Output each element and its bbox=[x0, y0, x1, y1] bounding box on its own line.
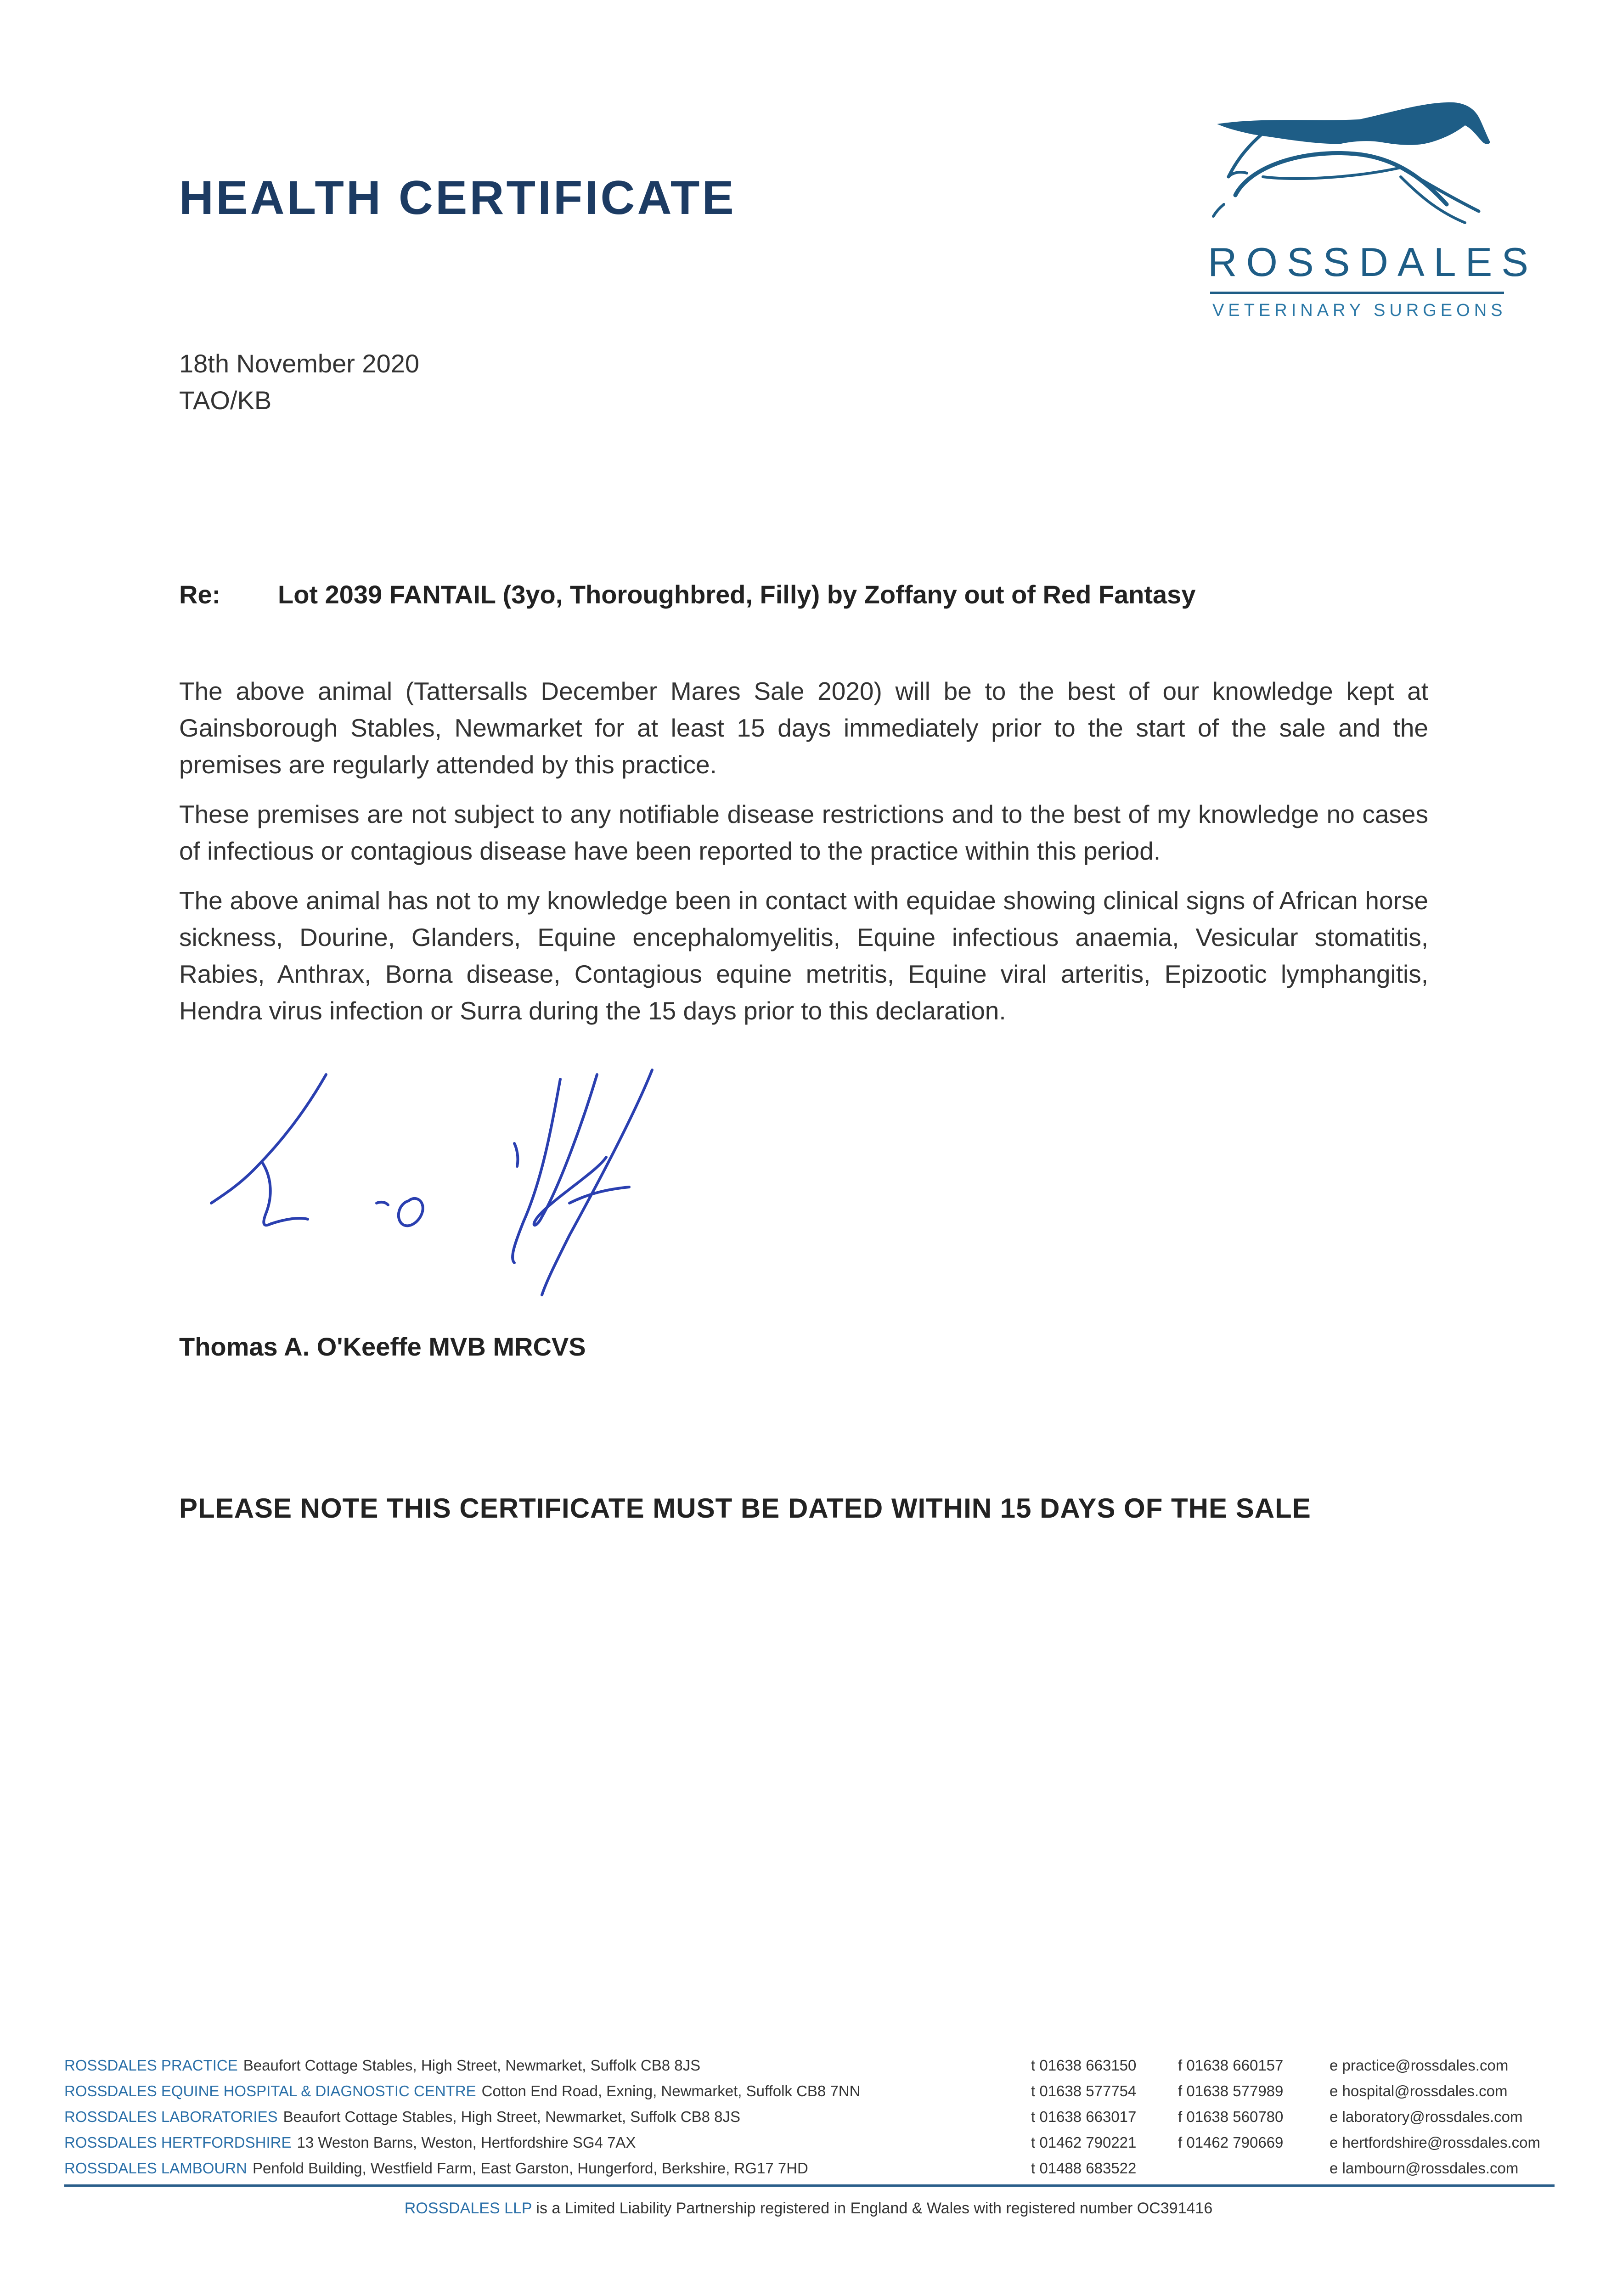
dating-notice: PLEASE NOTE THIS CERTIFICATE MUST BE DATED WITHIN 15 DAYS OF THE SALE bbox=[179, 1493, 1311, 1524]
llp-brand: ROSSDALES LLP bbox=[404, 2200, 532, 2217]
footer-divider bbox=[64, 2184, 1555, 2187]
footer-contacts bbox=[64, 2053, 1557, 2181]
document-meta bbox=[179, 345, 419, 419]
rossdales-logo bbox=[1189, 99, 1538, 338]
footer-email: e practice@rossdales.com bbox=[1330, 2057, 1509, 2074]
footer-tel: t 01488 683522 bbox=[1031, 2160, 1137, 2177]
footer-fax: f 01638 560780 bbox=[1178, 2108, 1284, 2125]
footer-row bbox=[64, 2130, 1557, 2155]
footer-address: Beaufort Cottage Stables, High Street, Newmarket, Suffolk CB8 8JS bbox=[243, 2057, 701, 2074]
logo-divider bbox=[1210, 292, 1504, 294]
document-reference: TAO/KB bbox=[179, 386, 272, 415]
footer-row bbox=[64, 2155, 1557, 2181]
body-paragraph: The above animal has not to my knowledge been in contact with equidae showing clinical signs of African horse sickness, Dourine, Glanders, Equine encephalomyelitis, Equine infectious anaemia, Vesicular stomatitis, Rabies, Anthrax, Borna disease, Contagious equine metritis, Equine viral arteritis, Epizootic lymphangitis, Hendra virus infection or Surra during the 15 days prior to this declaration. bbox=[179, 886, 1428, 1025]
footer-tel: t 01638 663017 bbox=[1031, 2108, 1137, 2125]
footer-dept: ROSSDALES EQUINE HOSPITAL & DIAGNOSTIC CENTRE bbox=[64, 2082, 476, 2099]
footer-tel: t 01638 577754 bbox=[1031, 2082, 1137, 2099]
footer-row bbox=[64, 2053, 1557, 2078]
footer-row bbox=[64, 2104, 1557, 2130]
llp-text: is a Limited Liability Partnership registered in England & Wales with registered number OC391416 bbox=[536, 2200, 1213, 2217]
re-subject: Lot 2039 FANTAIL (3yo, Thoroughbred, Filly) by Zoffany out of Red Fantasy bbox=[278, 580, 1196, 609]
signatory-name: Thomas A. O'Keeffe MVB MRCVS bbox=[179, 1332, 586, 1361]
footer-email: e hertfordshire@rossdales.com bbox=[1330, 2134, 1541, 2151]
footer-address: Beaufort Cottage Stables, High Street, Newmarket, Suffolk CB8 8JS bbox=[283, 2108, 740, 2125]
body-paragraph: These premises are not subject to any notifiable disease restrictions and to the best of my knowledge no cases of infectious or contagious disease have been reported to the practice within this period. bbox=[179, 800, 1428, 865]
footer-fax: f 01638 660157 bbox=[1178, 2057, 1284, 2074]
handwritten-signature bbox=[193, 1065, 726, 1304]
footer-tel: t 01462 790221 bbox=[1031, 2134, 1137, 2151]
certificate-body bbox=[179, 673, 1428, 1042]
footer-dept: ROSSDALES LAMBOURN bbox=[64, 2160, 247, 2177]
body-paragraph: The above animal (Tattersalls December Mares Sale 2020) will be to the best of our knowledge kept at Gainsborough Stables, Newmarket for at least 15 days immediately prior to the start of the sale and the premises are regularly attended by this practice. bbox=[179, 677, 1428, 779]
footer-fax: f 01462 790669 bbox=[1178, 2134, 1284, 2151]
footer-dept: ROSSDALES LABORATORIES bbox=[64, 2108, 278, 2125]
footer-tel: t 01638 663150 bbox=[1031, 2057, 1137, 2074]
footer-email: e laboratory@rossdales.com bbox=[1330, 2108, 1523, 2125]
llp-registration bbox=[0, 2200, 1617, 2217]
footer-dept: ROSSDALES HERTFORDSHIRE bbox=[64, 2134, 292, 2151]
document-title: HEALTH CERTIFICATE bbox=[179, 171, 736, 225]
footer-fax: f 01638 577989 bbox=[1178, 2082, 1284, 2099]
footer-row bbox=[64, 2078, 1557, 2104]
galloping-horse-icon bbox=[1208, 99, 1502, 236]
footer-address: Cotton End Road, Exning, Newmarket, Suffolk CB8 7NN bbox=[481, 2082, 861, 2099]
logo-wordmark: ROSSDALES bbox=[1208, 239, 1538, 285]
document-date: 18th November 2020 bbox=[179, 349, 420, 378]
footer-address: 13 Weston Barns, Weston, Hertfordshire SG4 7AX bbox=[297, 2134, 636, 2151]
re-label: Re: bbox=[179, 580, 221, 609]
footer-email: e hospital@rossdales.com bbox=[1330, 2082, 1508, 2099]
footer-email: e lambourn@rossdales.com bbox=[1330, 2160, 1519, 2177]
logo-subtitle: VETERINARY SURGEONS bbox=[1212, 301, 1507, 320]
footer-address: Penfold Building, Westfield Farm, East Garston, Hungerford, Berkshire, RG17 7HD bbox=[252, 2160, 808, 2177]
footer-dept: ROSSDALES PRACTICE bbox=[64, 2057, 238, 2074]
